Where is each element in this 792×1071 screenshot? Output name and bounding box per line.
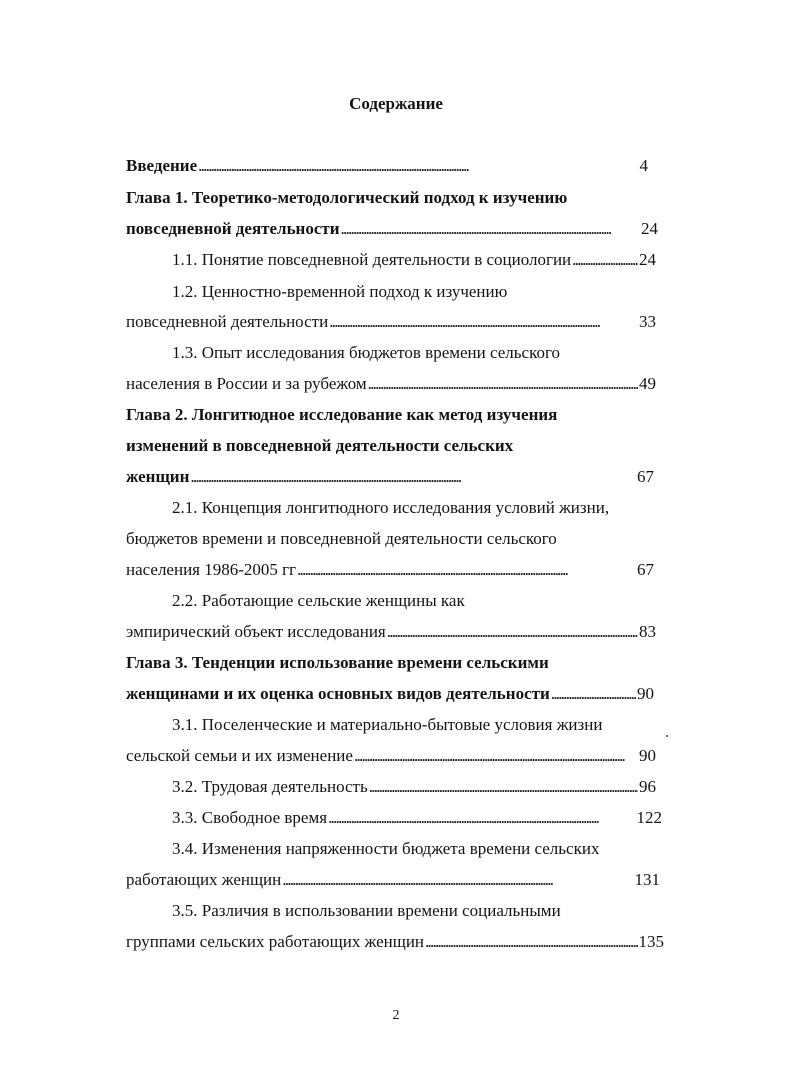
toc-section-2-1-title-cont: бюджетов времени и повседневной деятельности сельского (126, 529, 557, 548)
toc-section-1-2-title: 1.2. Ценностно-временной подход к изучению (172, 282, 508, 301)
toc-section-2-1-title: 2.1. Концепция лонгитюдного исследования условий жизни, (172, 498, 610, 517)
toc-leader (551, 683, 636, 705)
toc-chapter-2-title-end: женщин (126, 467, 190, 486)
toc-section-3-5 (126, 931, 664, 953)
toc-section-3-1 (126, 745, 656, 767)
toc-leader (368, 373, 638, 395)
toc-leader (297, 559, 636, 581)
toc-leader (198, 155, 638, 177)
toc-section-2-2-page: 83 (639, 622, 656, 641)
toc-section-3-5-title: 3.5. Различия в использовании времени социальными (172, 901, 561, 920)
toc-section-3-1-title: 3.1. Поселенческие и материально-бытовые условия жизни (172, 715, 603, 734)
toc-leader (329, 311, 638, 333)
toc-section-3-3-title: 3.3. Свободное время (172, 808, 328, 827)
toc-entry-intro-title: Введение (126, 156, 198, 175)
toc-section-1-3 (126, 373, 656, 395)
toc-chapter-3 (126, 683, 654, 705)
toc-chapter-2-title: Глава 2. Лонгитюдное исследование как метод изучения (126, 405, 558, 424)
page-number: 2 (392, 1008, 400, 1023)
toc-chapter-2 (126, 466, 654, 488)
toc-leader (387, 621, 638, 643)
toc-section-3-2-page: 96 (639, 777, 656, 796)
toc-section-3-5-page: 135 (638, 932, 664, 951)
toc-chapter-3-title-cont: женщинами и их оценка основных видов деятельности (126, 684, 550, 703)
toc-leader (341, 218, 640, 240)
toc-section-2-1-page: 67 (637, 560, 654, 579)
toc-leader (328, 807, 631, 829)
toc-chapter-1-title: Глава 1. Теоретико-методологический подход к изучению (126, 188, 568, 207)
toc-leader (190, 466, 636, 488)
toc-chapter-3-title: Глава 3. Тенденции использование времени сельскими (126, 653, 549, 672)
toc-chapter-2-title-cont: изменений в повседневной деятельности сельских (126, 436, 514, 455)
toc-section-3-3-page: 122 (636, 808, 662, 827)
toc-leader (369, 776, 638, 798)
toc-chapter-3-page: 90 (637, 684, 654, 703)
toc-section-1-2-title-cont: повседневной деятельности (126, 312, 329, 331)
toc-section-1-1-page: 24 (639, 250, 656, 269)
toc-entry-intro-page: 4 (639, 156, 648, 175)
toc-section-3-4-title: 3.4. Изменения напряженности бюджета времени сельских (172, 839, 600, 858)
toc-section-3-1-title-cont: сельской семьи и их изменение (126, 746, 353, 765)
toc-section-1-3-title: 1.3. Опыт исследования бюджетов времени сельского (172, 343, 561, 362)
toc-chapter-2-page: 67 (637, 467, 654, 486)
toc-section-1-1-title: 1.1. Понятие повседневной деятельности в социологии (172, 250, 572, 269)
toc-section-2-1 (126, 559, 654, 581)
toc-section-1-2 (126, 311, 656, 333)
toc-section-3-5-title-cont: группами сельских работающих женщин (126, 932, 425, 951)
toc-section-2-2-title-cont: эмпирический объект исследования (126, 622, 386, 641)
toc-section-1-3-title-cont: населения в России и за рубежом (126, 374, 367, 393)
toc-section-3-1-page: 90 (639, 746, 656, 765)
toc-leader (354, 745, 638, 767)
toc-chapter-1 (126, 218, 658, 240)
toc-section-2-1-title-end: населения 1986-2005 гг (126, 560, 297, 579)
toc-section-3-4 (126, 869, 660, 891)
toc-section-2-2-title: 2.2. Работающие сельские женщины как (172, 591, 465, 610)
scan-speck (666, 735, 668, 737)
toc-chapter-1-page: 24 (641, 219, 658, 238)
toc-section-3-4-page: 131 (634, 870, 660, 889)
toc-section-3-2-title: 3.2. Трудовая деятельность (172, 777, 368, 796)
page-title: Содержание (349, 94, 443, 113)
toc-section-3-2 (172, 776, 656, 798)
toc-leader (572, 249, 638, 271)
toc-entry-intro (126, 155, 648, 177)
toc-leader (282, 869, 618, 891)
toc-section-3-4-title-cont: работающих женщин (126, 870, 282, 889)
toc-section-1-3-page: 49 (639, 374, 656, 393)
toc-section-1-2-page: 33 (639, 312, 656, 331)
toc-chapter-1-title-cont: повседневной деятельности (126, 219, 340, 238)
toc-section-1-1 (172, 249, 656, 271)
toc-leader (425, 931, 637, 953)
toc-section-2-2 (126, 621, 656, 643)
toc-section-3-3 (172, 807, 662, 829)
